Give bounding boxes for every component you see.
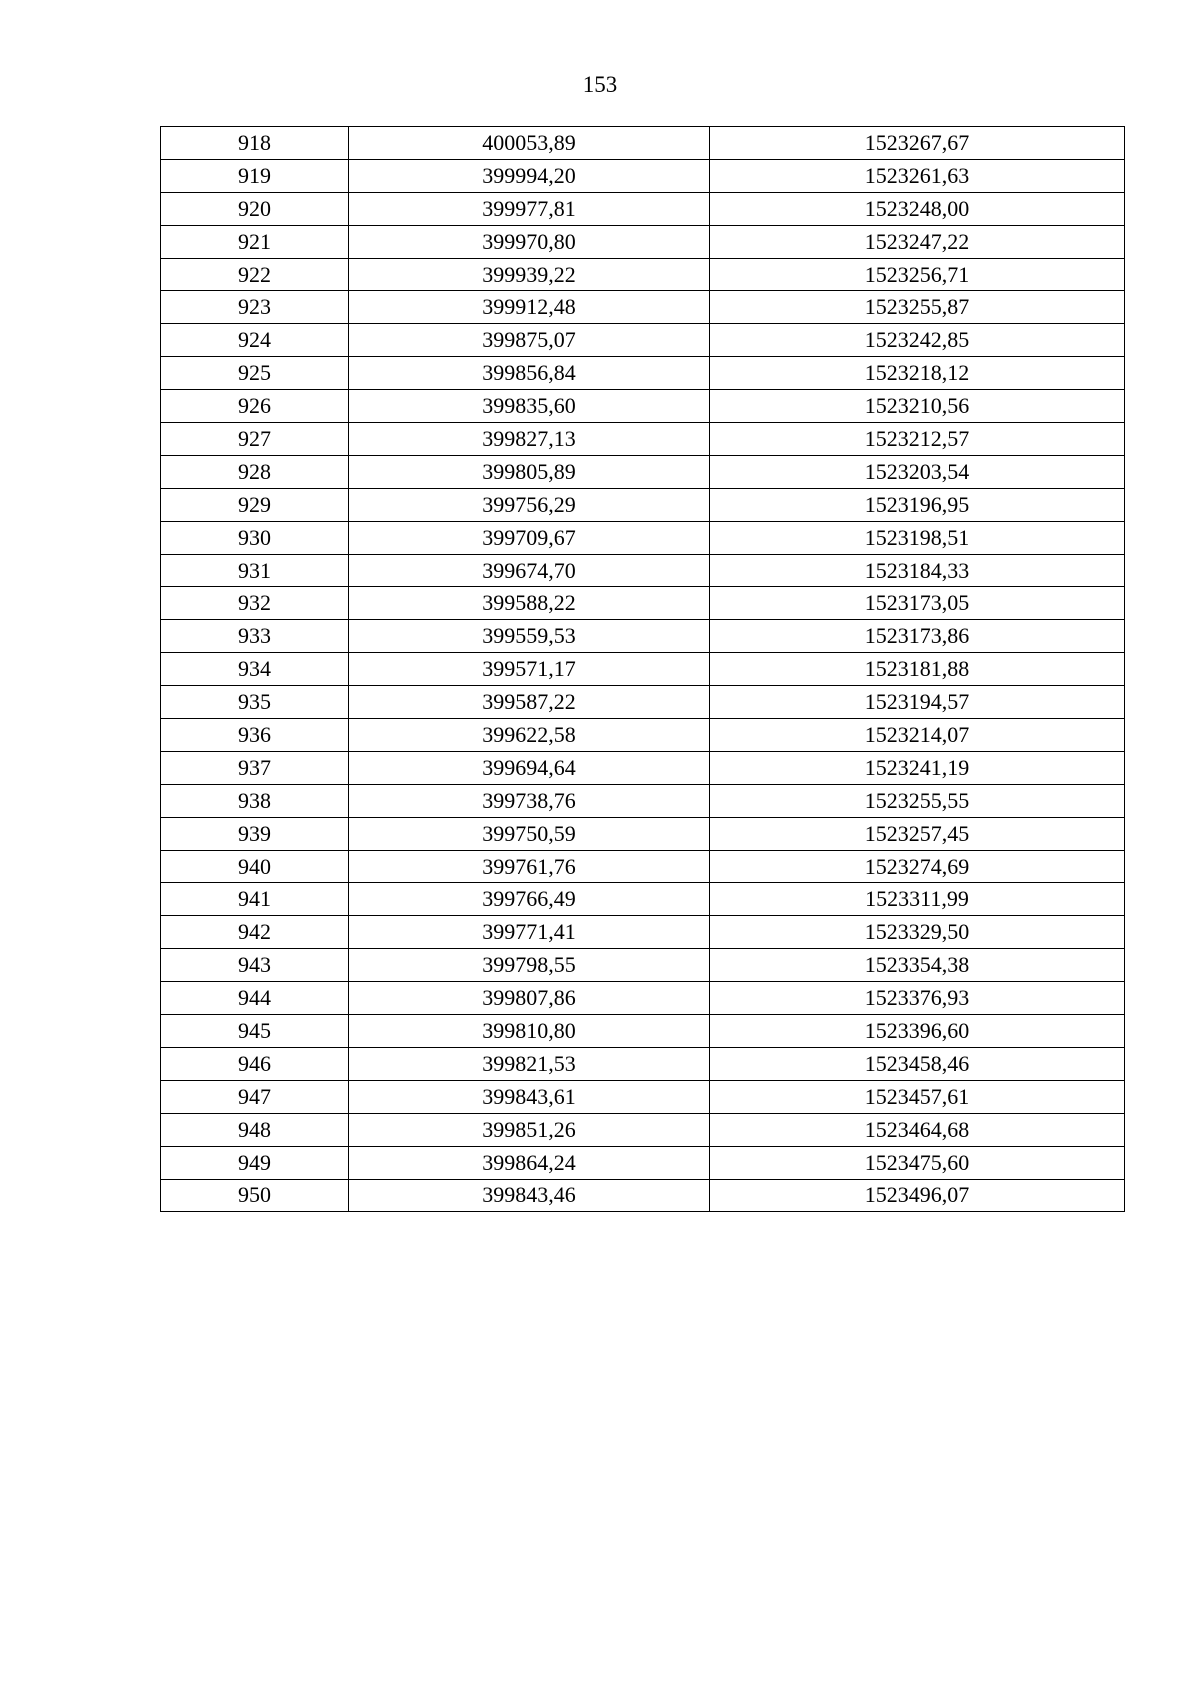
x-coordinate-cell: 399805,89	[349, 455, 710, 488]
x-coordinate-cell: 399559,53	[349, 620, 710, 653]
table-row	[161, 488, 1125, 521]
coordinates-table-body	[161, 127, 1125, 1212]
point-number-cell: 925	[161, 357, 349, 390]
table-row	[161, 455, 1125, 488]
x-coordinate-cell: 399821,53	[349, 1047, 710, 1080]
y-coordinate-cell: 1523396,60	[710, 1015, 1125, 1048]
table-row	[161, 949, 1125, 982]
point-number-cell: 935	[161, 686, 349, 719]
point-number-cell: 942	[161, 916, 349, 949]
point-number-cell: 926	[161, 390, 349, 423]
point-number-cell: 943	[161, 949, 349, 982]
page-number: 153	[582, 72, 618, 97]
y-coordinate-cell: 1523354,38	[710, 949, 1125, 982]
table-row	[161, 192, 1125, 225]
x-coordinate-cell: 399694,64	[349, 751, 710, 784]
point-number-cell: 950	[161, 1179, 349, 1212]
y-coordinate-cell: 1523475,60	[710, 1146, 1125, 1179]
x-coordinate-cell: 399738,76	[349, 784, 710, 817]
y-coordinate-cell: 1523210,56	[710, 390, 1125, 423]
y-coordinate-cell: 1523496,07	[710, 1179, 1125, 1212]
y-coordinate-cell: 1523464,68	[710, 1113, 1125, 1146]
table-row	[161, 127, 1125, 160]
table-row	[161, 291, 1125, 324]
point-number-cell: 930	[161, 521, 349, 554]
y-coordinate-cell: 1523255,55	[710, 784, 1125, 817]
table-row	[161, 159, 1125, 192]
point-number-cell: 924	[161, 324, 349, 357]
x-coordinate-cell: 399875,07	[349, 324, 710, 357]
y-coordinate-cell: 1523458,46	[710, 1047, 1125, 1080]
point-number-cell: 948	[161, 1113, 349, 1146]
y-coordinate-cell: 1523376,93	[710, 982, 1125, 1015]
x-coordinate-cell: 399851,26	[349, 1113, 710, 1146]
point-number-cell: 933	[161, 620, 349, 653]
y-coordinate-cell: 1523173,05	[710, 587, 1125, 620]
table-row	[161, 916, 1125, 949]
point-number-cell: 928	[161, 455, 349, 488]
y-coordinate-cell: 1523173,86	[710, 620, 1125, 653]
coordinates-table	[160, 126, 1125, 1212]
table-row	[161, 1047, 1125, 1080]
x-coordinate-cell: 399771,41	[349, 916, 710, 949]
table-row	[161, 225, 1125, 258]
point-number-cell: 929	[161, 488, 349, 521]
x-coordinate-cell: 399674,70	[349, 554, 710, 587]
point-number-cell: 921	[161, 225, 349, 258]
y-coordinate-cell: 1523255,87	[710, 291, 1125, 324]
x-coordinate-cell: 399622,58	[349, 719, 710, 752]
table-row	[161, 1146, 1125, 1179]
x-coordinate-cell: 399977,81	[349, 192, 710, 225]
table-row	[161, 883, 1125, 916]
table-row	[161, 258, 1125, 291]
x-coordinate-cell: 399588,22	[349, 587, 710, 620]
x-coordinate-cell: 399843,46	[349, 1179, 710, 1212]
point-number-cell: 938	[161, 784, 349, 817]
point-number-cell: 927	[161, 423, 349, 456]
table-row	[161, 357, 1125, 390]
y-coordinate-cell: 1523248,00	[710, 192, 1125, 225]
x-coordinate-cell: 399835,60	[349, 390, 710, 423]
y-coordinate-cell: 1523198,51	[710, 521, 1125, 554]
y-coordinate-cell: 1523256,71	[710, 258, 1125, 291]
x-coordinate-cell: 399756,29	[349, 488, 710, 521]
point-number-cell: 934	[161, 653, 349, 686]
table-row	[161, 423, 1125, 456]
table-row	[161, 1113, 1125, 1146]
y-coordinate-cell: 1523194,57	[710, 686, 1125, 719]
table-row	[161, 1179, 1125, 1212]
x-coordinate-cell: 399827,13	[349, 423, 710, 456]
point-number-cell: 918	[161, 127, 349, 160]
y-coordinate-cell: 1523257,45	[710, 817, 1125, 850]
x-coordinate-cell: 399807,86	[349, 982, 710, 1015]
table-row	[161, 587, 1125, 620]
point-number-cell: 932	[161, 587, 349, 620]
point-number-cell: 922	[161, 258, 349, 291]
point-number-cell: 946	[161, 1047, 349, 1080]
table-row	[161, 521, 1125, 554]
table-row	[161, 653, 1125, 686]
y-coordinate-cell: 1523242,85	[710, 324, 1125, 357]
y-coordinate-cell: 1523212,57	[710, 423, 1125, 456]
point-number-cell: 945	[161, 1015, 349, 1048]
x-coordinate-cell: 399856,84	[349, 357, 710, 390]
y-coordinate-cell: 1523267,67	[710, 127, 1125, 160]
y-coordinate-cell: 1523184,33	[710, 554, 1125, 587]
table-row	[161, 390, 1125, 423]
x-coordinate-cell: 399864,24	[349, 1146, 710, 1179]
y-coordinate-cell: 1523203,54	[710, 455, 1125, 488]
point-number-cell: 936	[161, 719, 349, 752]
point-number-cell: 940	[161, 850, 349, 883]
table-row	[161, 1080, 1125, 1113]
x-coordinate-cell: 399970,80	[349, 225, 710, 258]
point-number-cell: 931	[161, 554, 349, 587]
y-coordinate-cell: 1523196,95	[710, 488, 1125, 521]
x-coordinate-cell: 399994,20	[349, 159, 710, 192]
y-coordinate-cell: 1523247,22	[710, 225, 1125, 258]
point-number-cell: 923	[161, 291, 349, 324]
table-row	[161, 817, 1125, 850]
table-row	[161, 850, 1125, 883]
table-row	[161, 554, 1125, 587]
x-coordinate-cell: 399766,49	[349, 883, 710, 916]
x-coordinate-cell: 399810,80	[349, 1015, 710, 1048]
y-coordinate-cell: 1523329,50	[710, 916, 1125, 949]
point-number-cell: 947	[161, 1080, 349, 1113]
point-number-cell: 941	[161, 883, 349, 916]
point-number-cell: 944	[161, 982, 349, 1015]
x-coordinate-cell: 399939,22	[349, 258, 710, 291]
y-coordinate-cell: 1523181,88	[710, 653, 1125, 686]
table-row	[161, 686, 1125, 719]
y-coordinate-cell: 1523311,99	[710, 883, 1125, 916]
point-number-cell: 920	[161, 192, 349, 225]
table-row	[161, 719, 1125, 752]
table-row	[161, 751, 1125, 784]
table-row	[161, 784, 1125, 817]
y-coordinate-cell: 1523214,07	[710, 719, 1125, 752]
y-coordinate-cell: 1523261,63	[710, 159, 1125, 192]
x-coordinate-cell: 399587,22	[349, 686, 710, 719]
y-coordinate-cell: 1523457,61	[710, 1080, 1125, 1113]
x-coordinate-cell: 399571,17	[349, 653, 710, 686]
y-coordinate-cell: 1523218,12	[710, 357, 1125, 390]
y-coordinate-cell: 1523241,19	[710, 751, 1125, 784]
table-row	[161, 1015, 1125, 1048]
x-coordinate-cell: 399750,59	[349, 817, 710, 850]
point-number-cell: 937	[161, 751, 349, 784]
x-coordinate-cell: 399912,48	[349, 291, 710, 324]
y-coordinate-cell: 1523274,69	[710, 850, 1125, 883]
x-coordinate-cell: 400053,89	[349, 127, 710, 160]
point-number-cell: 949	[161, 1146, 349, 1179]
table-row	[161, 982, 1125, 1015]
table-row	[161, 620, 1125, 653]
point-number-cell: 919	[161, 159, 349, 192]
point-number-cell: 939	[161, 817, 349, 850]
x-coordinate-cell: 399843,61	[349, 1080, 710, 1113]
x-coordinate-cell: 399761,76	[349, 850, 710, 883]
table-row	[161, 324, 1125, 357]
x-coordinate-cell: 399798,55	[349, 949, 710, 982]
x-coordinate-cell: 399709,67	[349, 521, 710, 554]
